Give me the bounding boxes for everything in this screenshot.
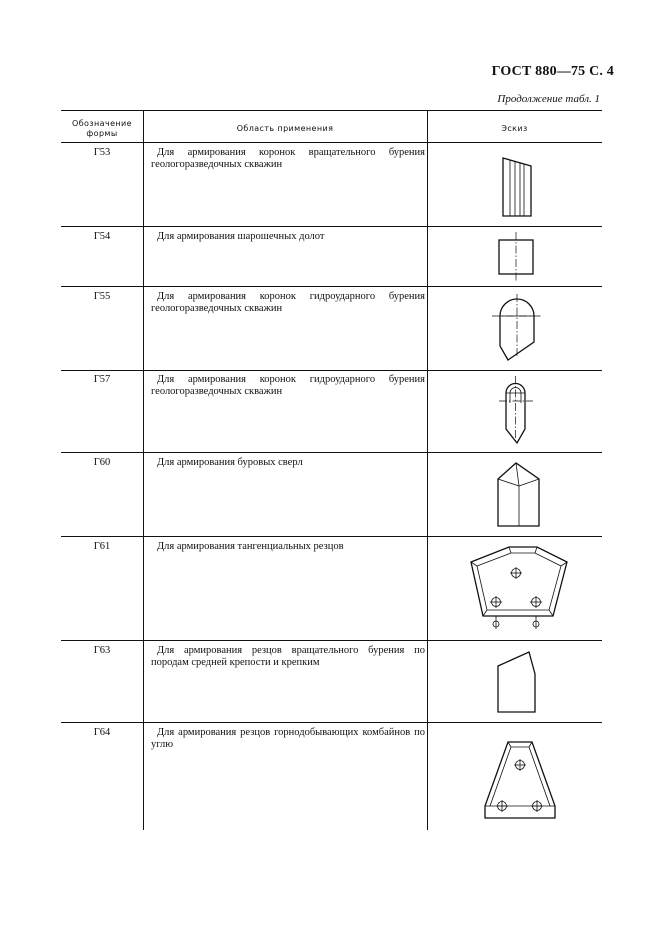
page-title: ГОСТ 880—75 С. 4 <box>491 64 614 79</box>
column-header-designation: Обозначение формы <box>72 119 132 138</box>
row-area: Для армирования шарошечных долот <box>157 231 325 242</box>
row-area: Для армирования буровых сверл <box>157 457 303 468</box>
pointed-prism-sketch <box>491 456 541 534</box>
row-area: Для армирования тангенциальных резцов <box>157 541 344 552</box>
row-area: Для армирования коронок гидроударного бурения геологоразведочных скважин <box>151 291 425 314</box>
column-header-sketch: Эскиз <box>501 124 528 133</box>
trapezoid-prism-sketch <box>491 150 541 224</box>
square-sketch <box>491 230 541 284</box>
narrow-rounded-pentagon-sketch <box>491 373 541 451</box>
table-continuation-caption: Продолжение табл. 1 <box>497 93 600 105</box>
row-area: Для армирования резцов горнодобывающих комбайнов по углю <box>151 727 425 750</box>
tangential-cutter-sketch <box>461 540 571 640</box>
row-code: Г55 <box>93 291 111 302</box>
slanted-block-sketch <box>491 644 541 720</box>
row-code: Г61 <box>93 541 111 552</box>
column-header-area: Область применения <box>236 124 334 133</box>
row-code: Г60 <box>93 457 111 468</box>
column-divider <box>427 110 428 830</box>
shapes-table <box>61 110 602 830</box>
rounded-pentagon-sketch <box>486 290 546 368</box>
row-code: Г54 <box>93 231 111 242</box>
row-code: Г63 <box>93 645 111 656</box>
row-area: Для армирования резцов вращательного бурения по породам средней крепости и крепким <box>151 645 425 668</box>
trapezoid-plate-sketch <box>479 738 559 828</box>
row-code: Г64 <box>93 727 111 738</box>
row-code: Г57 <box>93 374 111 385</box>
row-code: Г53 <box>93 147 111 158</box>
row-area: Для армирования коронок вращательного бурения геологоразведочных скважин <box>151 147 425 170</box>
column-divider <box>143 110 144 830</box>
row-area: Для армирования коронок гидроударного бурения геологоразведочных скважин <box>151 374 425 397</box>
